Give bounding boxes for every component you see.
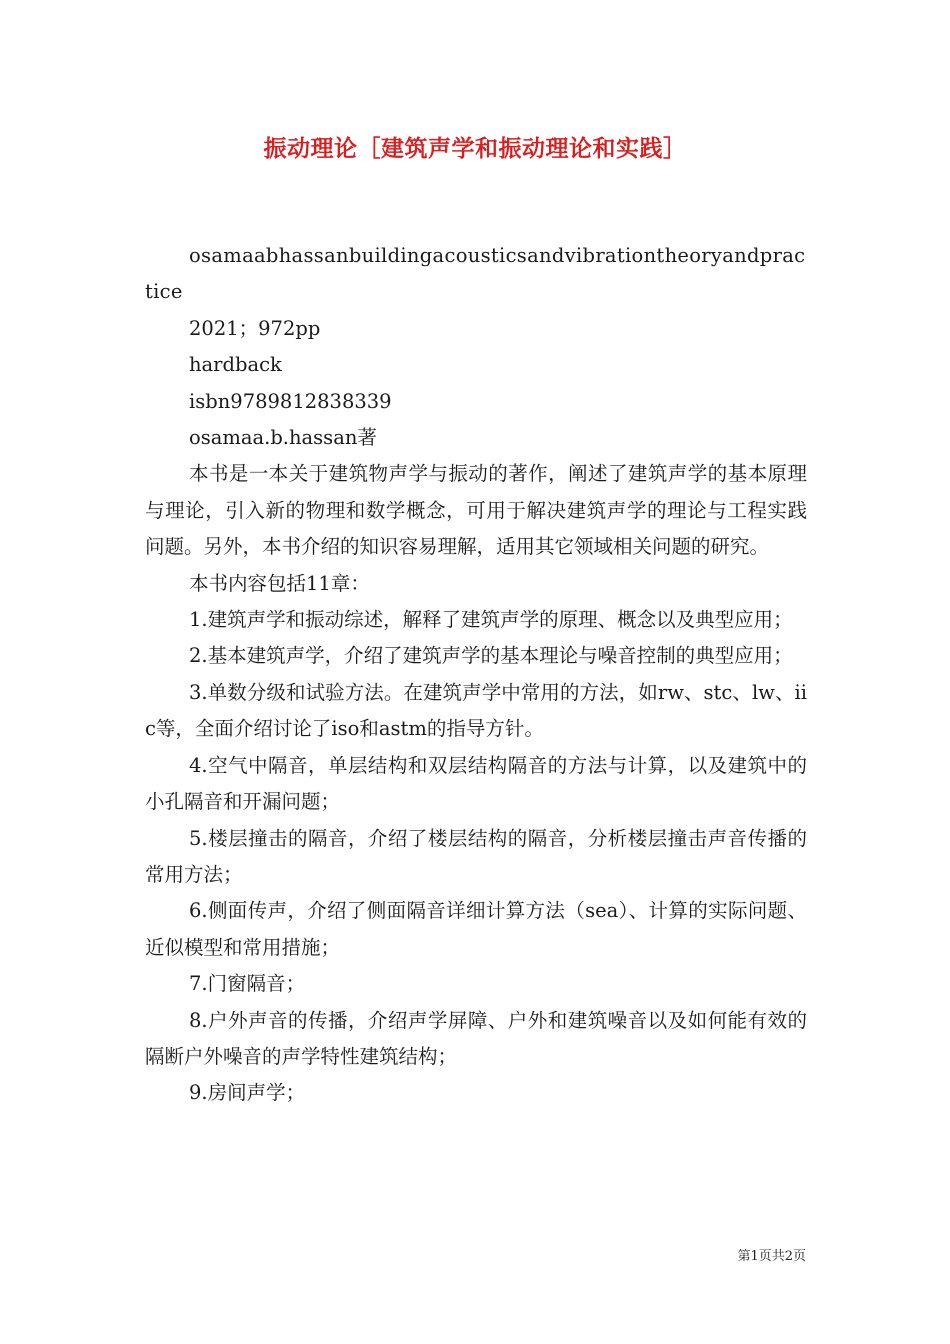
chapter-item: 6.侧面传声，介绍了侧面隔音详细计算方法（sea）、计算的实际问题、近似模型和常用措施； xyxy=(145,899,807,959)
page-number: 第1页共2页 xyxy=(737,1249,806,1264)
chapter-item: 7.门窗隔音； xyxy=(189,972,306,996)
author: osamaa.b.hassan著 xyxy=(189,426,377,450)
document-title: 振动理论［建筑声学和振动理论和实践］ xyxy=(263,135,687,162)
chapter-item: 3.单数分级和试验方法。在建筑声学中常用的方法，如rw、stc、lw、iic等，全面介绍讨论了iso和astm的指导方针。 xyxy=(145,680,807,741)
binding-format: hardback xyxy=(189,353,282,377)
isbn: isbn9789812838339 xyxy=(189,389,392,413)
publication-year-pages: 2021；972pp xyxy=(189,316,321,340)
chapter-item: 8.户外声音的传播，介绍声学屏障、户外和建筑噪音以及如何能有效的隔断户外噪音的声学特性建筑结构； xyxy=(145,1008,807,1068)
chapter-item: 4.空气中隔音，单层结构和双层结构隔音的方法与计算，以及建筑中的小孔隔音和开漏问题； xyxy=(145,753,807,814)
chapter-item: 5.楼层撞击的隔音，介绍了楼层结构的隔音，分析楼层撞击声音传播的常用方法； xyxy=(145,826,807,886)
chapter-item: 2.基本建筑声学，介绍了建筑声学的基本理论与噪音控制的典型应用； xyxy=(189,644,793,668)
document-body xyxy=(145,238,807,1112)
book-title-paragraph: osamaabhassanbuildingacousticsandvibrationtheoryandpractice xyxy=(145,244,806,304)
chapter-count: 本书内容包括11章： xyxy=(189,571,370,595)
chapter-item: 9.房间声学； xyxy=(189,1081,306,1105)
chapter-item: 1.建筑声学和振动综述，解释了建筑声学的原理、概念以及典型应用； xyxy=(189,608,793,632)
intro-paragraph: 本书是一本关于建筑物声学与振动的著作，阐述了建筑声学的基本原理与理论，引入新的物理和数学概念，可用于解决建筑声学的理论与工程实践问题。另外，本书介绍的知识容易理解，适用其它领域相关问题的研究。 xyxy=(145,462,807,559)
